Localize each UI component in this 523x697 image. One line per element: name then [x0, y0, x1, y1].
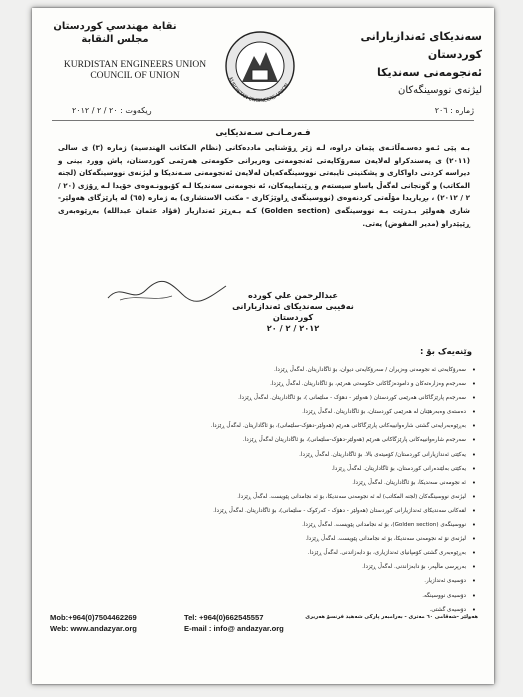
signer-name: عبدالرحمن علي کوردە — [248, 290, 338, 300]
footer-web: Web: www.andazyar.org — [50, 624, 137, 633]
footer-mobile: Mob:+964(0)7504462269 — [50, 613, 137, 622]
cc-list — [146, 363, 476, 617]
cc-list-item: • لقەکانی سەندیکای ئەندازیارانی کوردستان (هەولێر - دهۆک - کەرکوک - سلێمانی)، بۆ ئاگاداریتان. لەگەڵ ڕێزدا. — [146, 504, 476, 518]
english-union-name: KURDISTAN ENGINEERS UNION — [63, 60, 207, 70]
english-council-name: COUNCIL OF UNION — [90, 71, 180, 81]
kurdish-header — [312, 28, 482, 100]
reference-number: ژمارە : ٢٠٦ — [434, 106, 474, 115]
union-logo — [220, 26, 300, 102]
signer-title: نەقیبی سەندیکای ئەندازیارانی کوردستان — [232, 301, 354, 322]
cc-list-item: • دەستەی وەبەرهێنان لە هەرێمی کوردستان، بۆ ئاگاداریتان. لەگەڵ ڕێزدا. — [146, 405, 476, 419]
signature-block — [228, 290, 358, 334]
arabic-union-name: نقابة مهندسي كوردستان — [53, 21, 177, 32]
kurdish-council-name: ئەنجومەنی سەندیکا — [377, 66, 482, 79]
header-divider — [52, 120, 474, 121]
arabic-header — [40, 20, 190, 46]
cc-title: وێنەیەک بۆ : — [420, 347, 472, 357]
kurdish-committee-name: لیژنەی نووسینگەکان — [398, 85, 482, 96]
footer-email: E-mail : info@ andazyar.org — [184, 624, 284, 633]
cc-list-item: • بەڕێوەبەرایەتی گشتی شارەوانییەکانی پارێزگاکانی هەرێم (هەولێر-دهۆک-سلێمانی)، بۆ ئاگاداریتان. لەگەڵ ڕێزدا. — [146, 419, 476, 433]
signature-date: ٢٠١٢ / ٢ / ٢٠ — [266, 323, 320, 333]
logo-text: KURDISTAN ENGINEERS UNION — [227, 76, 291, 102]
cc-list-item: • دۆسیەی ئەندازیار. — [146, 574, 476, 588]
footer-contact-left — [50, 612, 137, 634]
reference-date: ریکەوت : ٢٠ / ٢ / ٢٠١٢ — [72, 106, 152, 115]
cc-list-item: • سەرجەم پارێزگاکانی هەرێمی کوردستان ( هەولێر - دهۆک - سلێمانی )، بۆ ئاگاداریتان. لەگەڵ ڕێزدا. — [146, 391, 476, 405]
kurdish-union-name: سەندیکای ئەندازیارانی کوردستان — [360, 30, 482, 61]
cc-list-item: • بەرپرسی ماڵپەر، بۆ دابەزاندنی. لەگەڵ ڕێزدا. — [146, 560, 476, 574]
cc-list-item: • لیژنەی نووسینگەکان (لجنە المکاتب) لە ئە نجومەنی سەندیکا، بۆ ئە نجامدانی پێویست. لەگەڵ ڕێزدا. — [146, 490, 476, 504]
document-page — [32, 8, 494, 684]
cc-list-item: • لیژنەی نۆ ئە نجومەنی سەندیکا، بۆ ئە نجامدانی پێویست. لەگەڵ ڕێزدا. — [146, 532, 476, 546]
cc-list-item: • بەڕێوەبەری گشتی کۆمپانیای ئەندازیاری، بۆ دابەزاندنی. لەگەڵ ڕێزدا. — [146, 546, 476, 560]
arabic-council-name: مجلس النقابة — [81, 34, 149, 45]
cc-list-item: • دۆسیەی نووسینگە. — [146, 589, 476, 603]
english-header — [40, 60, 230, 82]
signature-scribble-icon — [102, 278, 232, 306]
cc-list-item: • یەکێتی بەلێندەرانی کوردستان، بۆ ئاگاداریتان. لەگەڵ ڕێزدا. — [146, 462, 476, 476]
cc-list-item: • سەرجەم وەزارەتەکان و دامودەزگاکانی حکومەتی هەرێم، بۆ ئاگاداریتان. لەگەڵ ڕێزدا. — [146, 377, 476, 391]
cc-list-item: • سەرجەم شارەوانییەکانی پارێزگاکانی هەرێم (هەولێر-دهۆک-سلێمانی)، بۆ ئاگاداریتان لەگەڵ ڕێزدا. — [146, 433, 476, 447]
document-subject: فـەرمـانـی سـەندیکایی — [215, 128, 311, 138]
cc-list-item: • دۆسیەی گشتی. — [146, 603, 476, 617]
footer-address: هەولێر -شەقامی ٦٠ مەتری - بەرامبەر پارکی شەهید فرنسۆ هەریری — [305, 614, 478, 620]
cc-list-item: • ئە نجومەنی سەندیکا، بۆ ئاگاداریتان. لەگەڵ ڕێزدا. — [146, 476, 476, 490]
footer-contact-center — [184, 612, 284, 634]
cc-list-item: • سەرۆکایەتی ئە نجومەنی وەزیران / سەرۆکایەتی دیوان، بۆ ئاگاداریتان. لەگەڵ ڕێزدا. — [146, 363, 476, 377]
cc-list-item: • یەکێتی ئەندازیارانی کوردستان/ کۆمیتەی بالا. بۆ ئاگاداریتان. لەگەڵ ڕێزدا. — [146, 448, 476, 462]
document-body: بـە پێی ئـەو دەسـەڵاتـەی پێمان دراوە، لـە ژێر ڕۆشنایی ماددەکانی (نظام المکاتب الهندسیة) ژمارە (٣) ی سالی (٢٠١١) ی پەسندکراو لەلایەن سەرۆکایەتی ئەنجومەنی وەزیرانی حکومەتی هەرێمی کوردستان، پاش وورد بینی و دیراسە کردنی داواکاری و پشکنینی تایبەتی نووسینگەکەیان لەلایەن ئەنجومەنی سـەندیکا و لیژنەی نووسینگەکان (لجنە المکاتب) و گونجانی لەگەڵ یاساو سیستەم و ڕێنماییەکان، ئە نجومەنی سەندیکا لـە کۆبوونـەوەی خۆیدا لـە ڕۆژی (٢٠ / ٢ / ٢٠١٢) ، بڕیاریدا مۆڵەتی کردنەوەی (نووسینگەی ڕاوێژکاری - مکتب الاستشاری) بە ژمارە (٦٥) لە پارێزگای هەولێر-شاری هەولێر بـدرێت بـە نووسینگەی (Golden section) کـە بـەڕێز ئەندازیار (فؤاد عثمان عبداللە) بەڕێوەبەری ڕێپێدراو (مدیر المفوض) یەتی. — [58, 143, 470, 228]
footer-tel: Tel: +964(0)662545557 — [184, 613, 264, 622]
cc-list-item: • نووسینگەی (Golden section)، بۆ ئە نجامدانی پێویست. لەگەڵ ڕێزدا. — [146, 518, 476, 532]
